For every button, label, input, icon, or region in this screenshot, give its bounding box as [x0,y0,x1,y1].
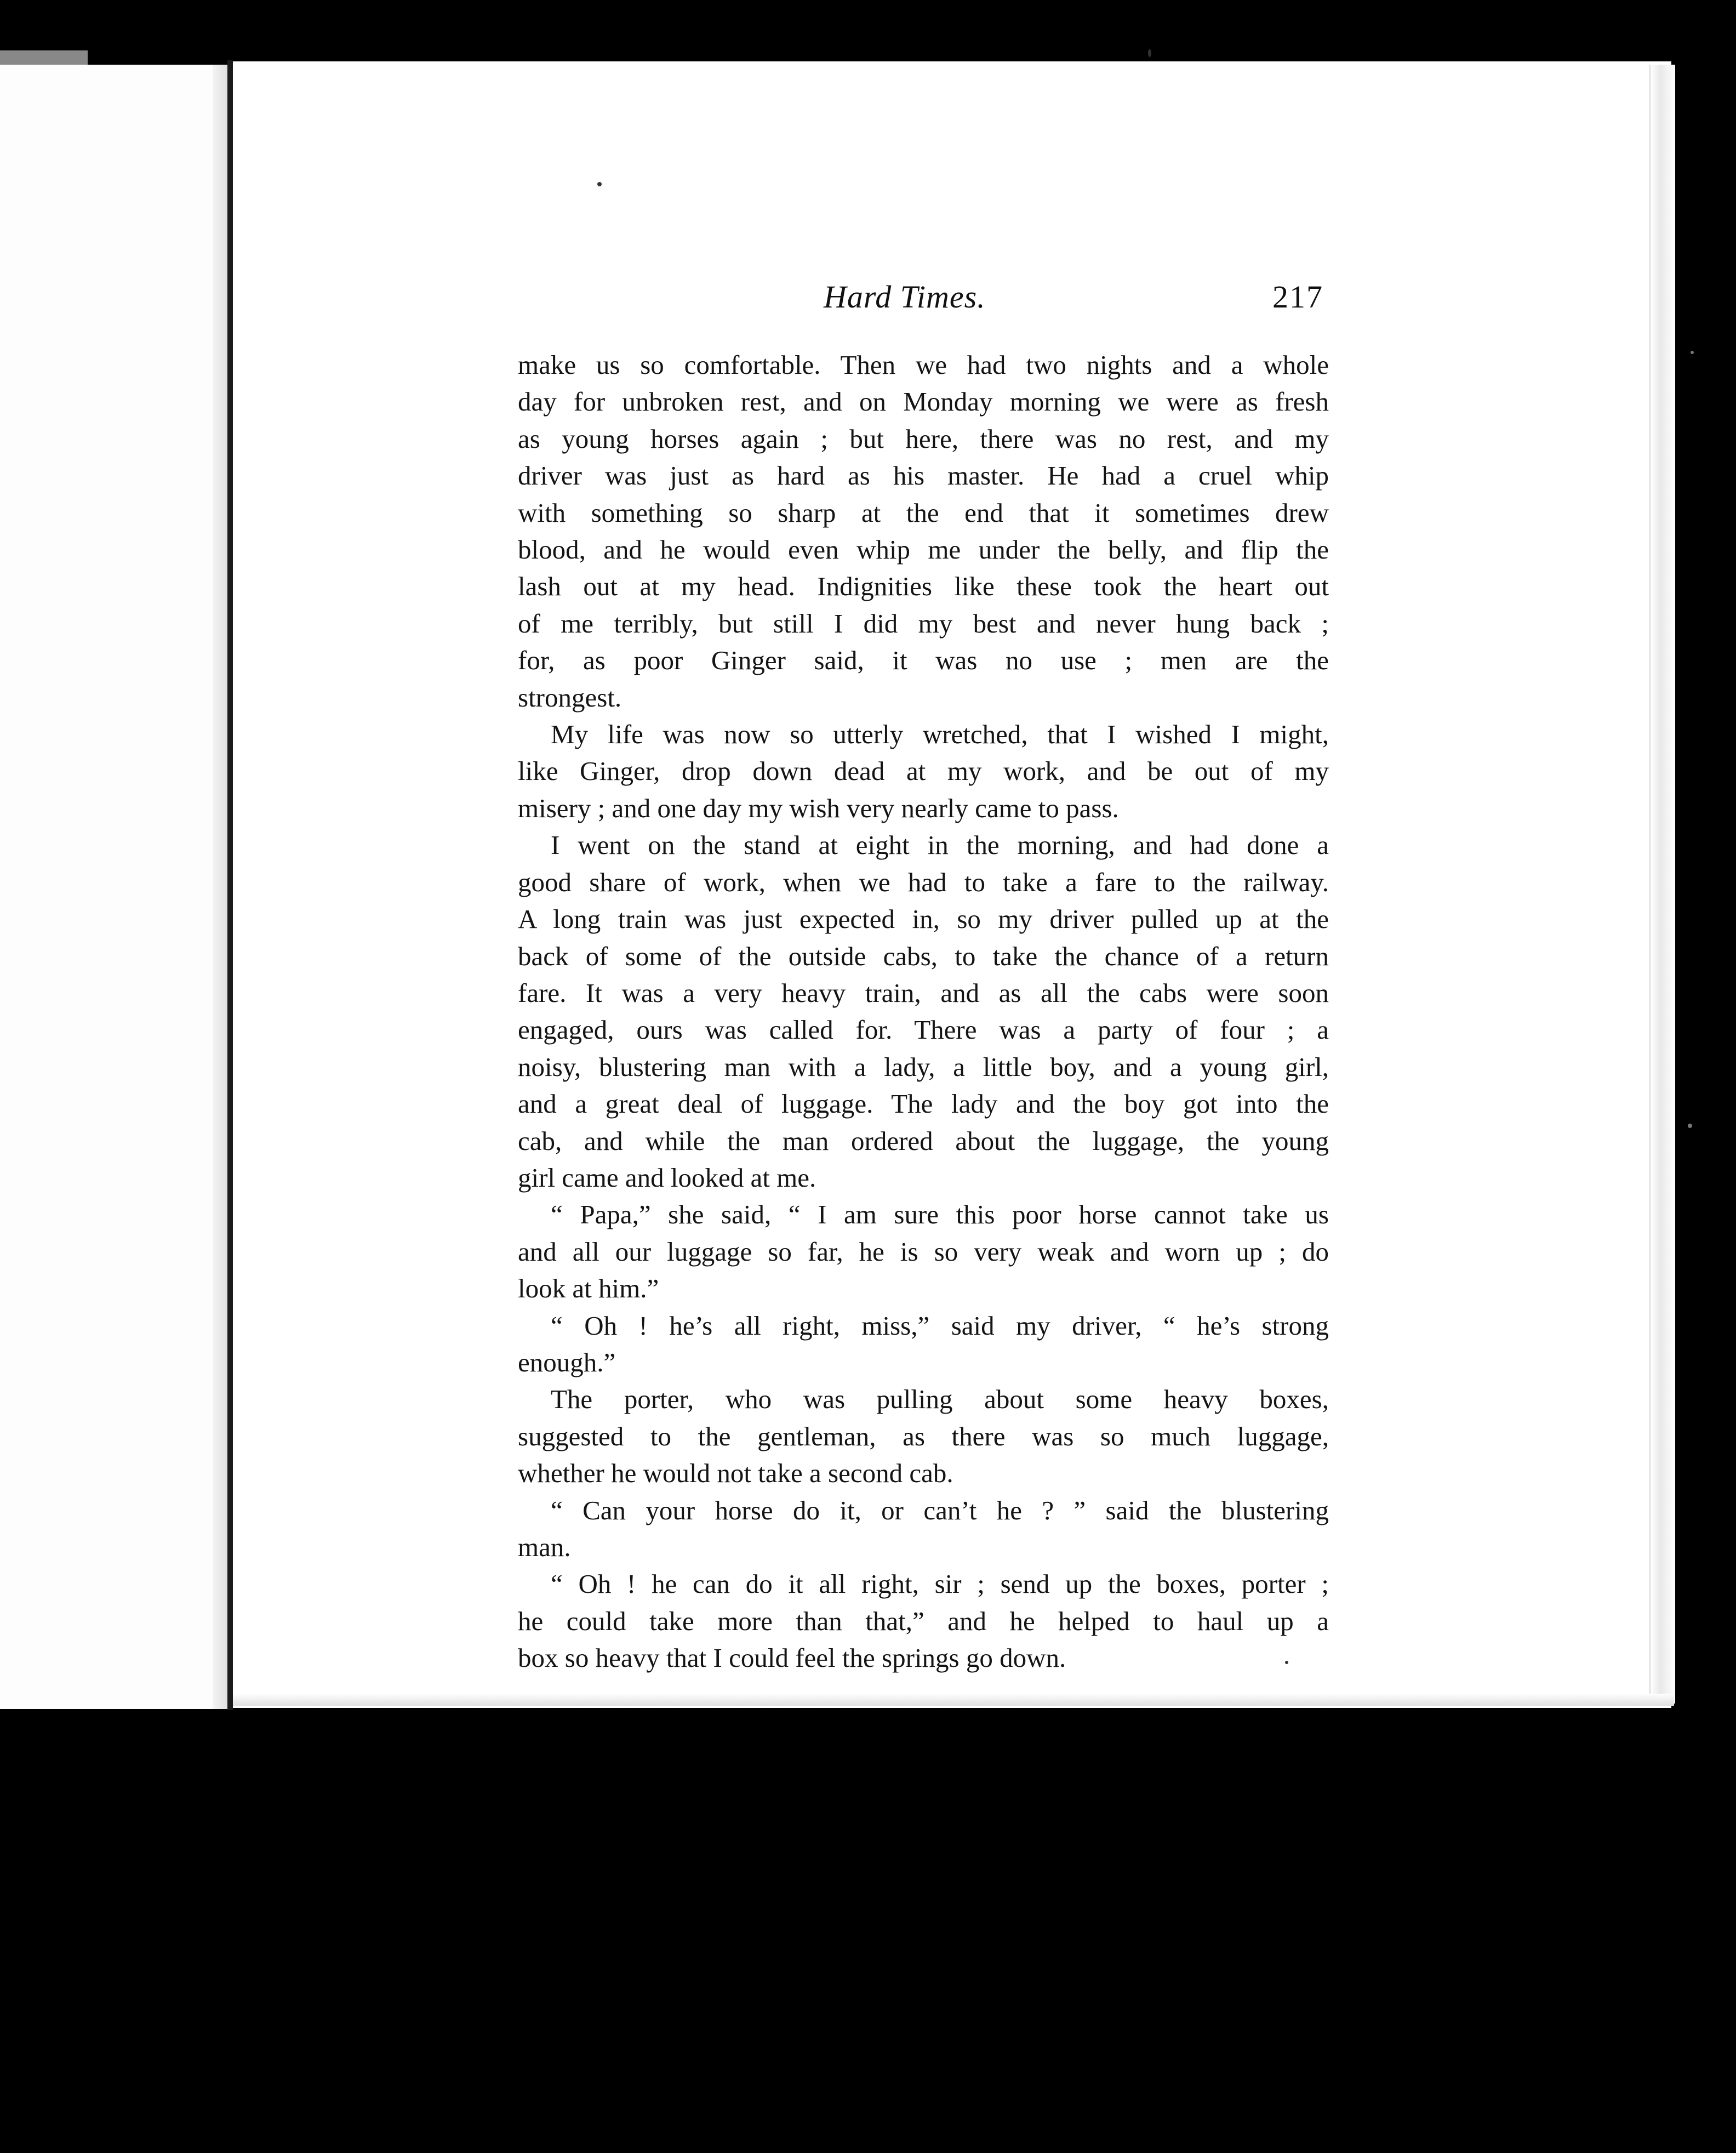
page-number: 217 [1272,279,1323,315]
text-line: he could take more than that,” and he helped to haul up a [518,1605,1329,1636]
text-line: as young horses again ; but here, there was no rest, and my [518,423,1329,454]
paragraph [518,827,1329,1196]
text-line: and a great deal of luggage. The lady and the boy got into the [518,1089,1329,1119]
text-line: enough.” [518,1347,616,1377]
paragraph [518,1196,1329,1307]
text-line: look at him.” [518,1273,659,1304]
text-line: strongest. [518,682,622,713]
left-page-top-edge [0,50,88,65]
text-line: misery ; and one day my wish very nearly came to pass. [518,793,1119,823]
left-page-blank [0,65,224,1709]
text-line: blood, and he would even whip me under the belly, and flip the [518,534,1329,565]
text-line: and all our luggage so far, he is so very weak and worn up ; do [518,1236,1329,1267]
paragraph [518,1492,1329,1566]
page-bottom-edge [233,1694,1674,1706]
text-line: fare. It was a very heavy train, and as all the cabs were soon [518,977,1329,1008]
text-line: My life was now so utterly wretched, that I wished I might, [551,719,1329,750]
text-line: I went on the stand at eight in the morning, and had done a [551,830,1329,861]
text-line: lash out at my head. Indignities like these took the heart out [518,571,1329,602]
text-line: back of some of the outside cabs, to take the chance of a return [518,941,1329,971]
text-line: suggested to the gentleman, as there was so much luggage, [518,1421,1329,1451]
scan-speck [1688,1124,1692,1128]
text-line: “ Oh ! he’s all right, miss,” said my driver, “ he’s strong [551,1310,1329,1341]
text-line: The porter, who was pulling about some heavy boxes, [551,1384,1329,1415]
text-line: girl came and looked at me. [518,1162,816,1193]
text-line: “ Papa,” she said, “ I am sure this poor horse cannot take us [551,1199,1329,1230]
text-line: good share of work, when we had to take a fare to the railway. [518,867,1329,897]
paragraph [518,1565,1329,1676]
running-title: Hard Times. [824,279,986,315]
text-line: “ Oh ! he can do it all right, sir ; send up the boxes, porter ; [551,1569,1329,1599]
page-header [521,278,1323,322]
text-line: whether he would not take a second cab. [518,1458,953,1489]
text-line: driver was just as hard as his master. He had a cruel whip [518,460,1329,491]
text-line: for, as poor Ginger said, it was no use ; men are the [518,645,1329,676]
book-spine-gap [227,60,233,1710]
scan-speck [597,182,602,186]
text-line: with something so sharp at the end that it sometimes drew [518,497,1329,528]
text-line: day for unbroken rest, and on Monday morning we were as fresh [518,386,1329,417]
paragraph [518,1381,1329,1491]
text-line: box so heavy that I could feel the springs go down. [518,1643,1066,1673]
scan-speck [1691,351,1694,354]
text-line: A long train was just expected in, so my driver pulled up at the [518,904,1329,935]
scan-speck [1285,1661,1288,1664]
body-text [518,346,1329,1677]
text-line: noisy, blustering man with a lady, a little boy, and a young girl, [518,1051,1329,1082]
paragraph [518,346,1329,716]
paragraph [518,1307,1329,1381]
text-line: man. [518,1532,571,1562]
left-page-gutter-shadow [213,65,229,1709]
scan-speck [1148,49,1151,57]
right-page-edge [1649,65,1675,1704]
text-line: of me terribly, but still I did my best and never hung back ; [518,608,1329,639]
text-line: like Ginger, drop down dead at my work, and be out of my [518,756,1329,787]
text-line: cab, and while the man ordered about the luggage, the young [518,1125,1329,1156]
text-line: make us so comfortable. Then we had two nights and a whole [518,350,1329,380]
text-line: “ Can your horse do it, or can’t he ? ” said the blustering [551,1495,1329,1525]
text-line: engaged, ours was called for. There was a party of four ; a [518,1015,1329,1045]
paragraph [518,716,1329,827]
